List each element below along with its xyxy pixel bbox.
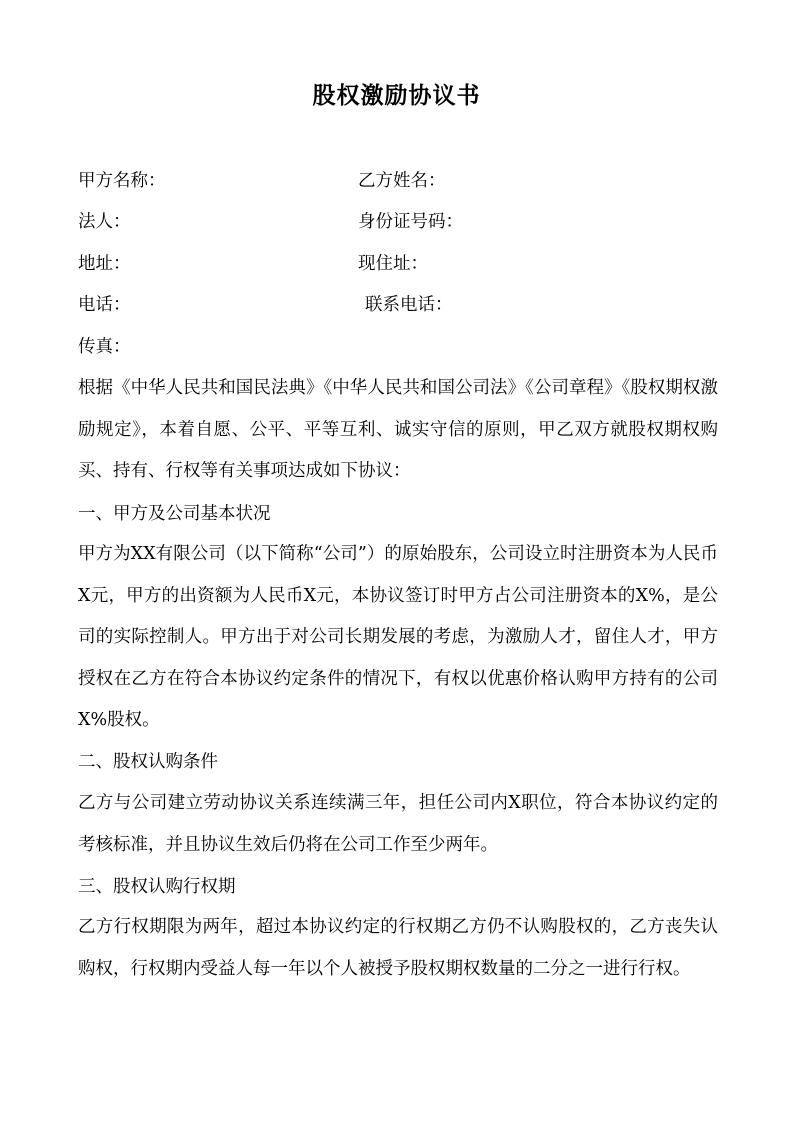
legal-person-label: 法人： xyxy=(78,212,131,232)
contact-phone-label: 联系电话： xyxy=(365,295,453,315)
party-a-name-label: 甲方名称： xyxy=(78,171,166,191)
section2-heading: 二、股权认购条件 xyxy=(78,752,218,772)
section3-body: 乙方行权期限为两年，超过本协议约定的行权期乙方仍不认购股权的，乙方丧失认购权，行权期内受益人每一年以个人被授予股权期权数量的二分之一进行行权。 xyxy=(78,917,718,979)
party-b-name-label: 乙方姓名： xyxy=(358,171,446,191)
phone-label: 电话： xyxy=(78,295,131,315)
document-title: 股权激励协议书 xyxy=(312,82,481,109)
address-label: 地址： xyxy=(78,254,131,274)
section2-body: 乙方与公司建立劳动协议关系连续满三年，担任公司内X职位，符合本协议约定的考核标准，并且协议生效后仍将在公司工作至少两年。 xyxy=(78,793,718,855)
section3-heading: 三、股权认购行权期 xyxy=(78,877,236,897)
id-number-label: 身份证号码： xyxy=(358,212,463,232)
fax-label: 传真： xyxy=(78,337,131,357)
section1-body: 甲方为XX有限公司（以下简称“公司”）的原始股东，公司设立时注册资本为人民币X元，甲方的出资额为人民币X元，本协议签订时甲方占公司注册资本的X%，是公司的实际控制人。甲方出于对公司长期发展的考虑，为激励人才，留住人才，甲方授权在乙方在符合本协议约定条件的情况下，有权以优惠价格认购甲方持有的公司X%股权。 xyxy=(78,544,718,730)
section1-heading: 一、甲方及公司基本状况 xyxy=(78,504,271,524)
current-address-label: 现住址： xyxy=(358,254,428,274)
preamble-paragraph: 根据《中华人民共和国民法典》《中华人民共和国公司法》《公司章程》《股权期权激励规定》，本着自愿、公平、平等互利、诚实守信的原则，甲乙双方就股权期权购买、持有、行权等有关事项达成如下协议： xyxy=(78,378,718,481)
